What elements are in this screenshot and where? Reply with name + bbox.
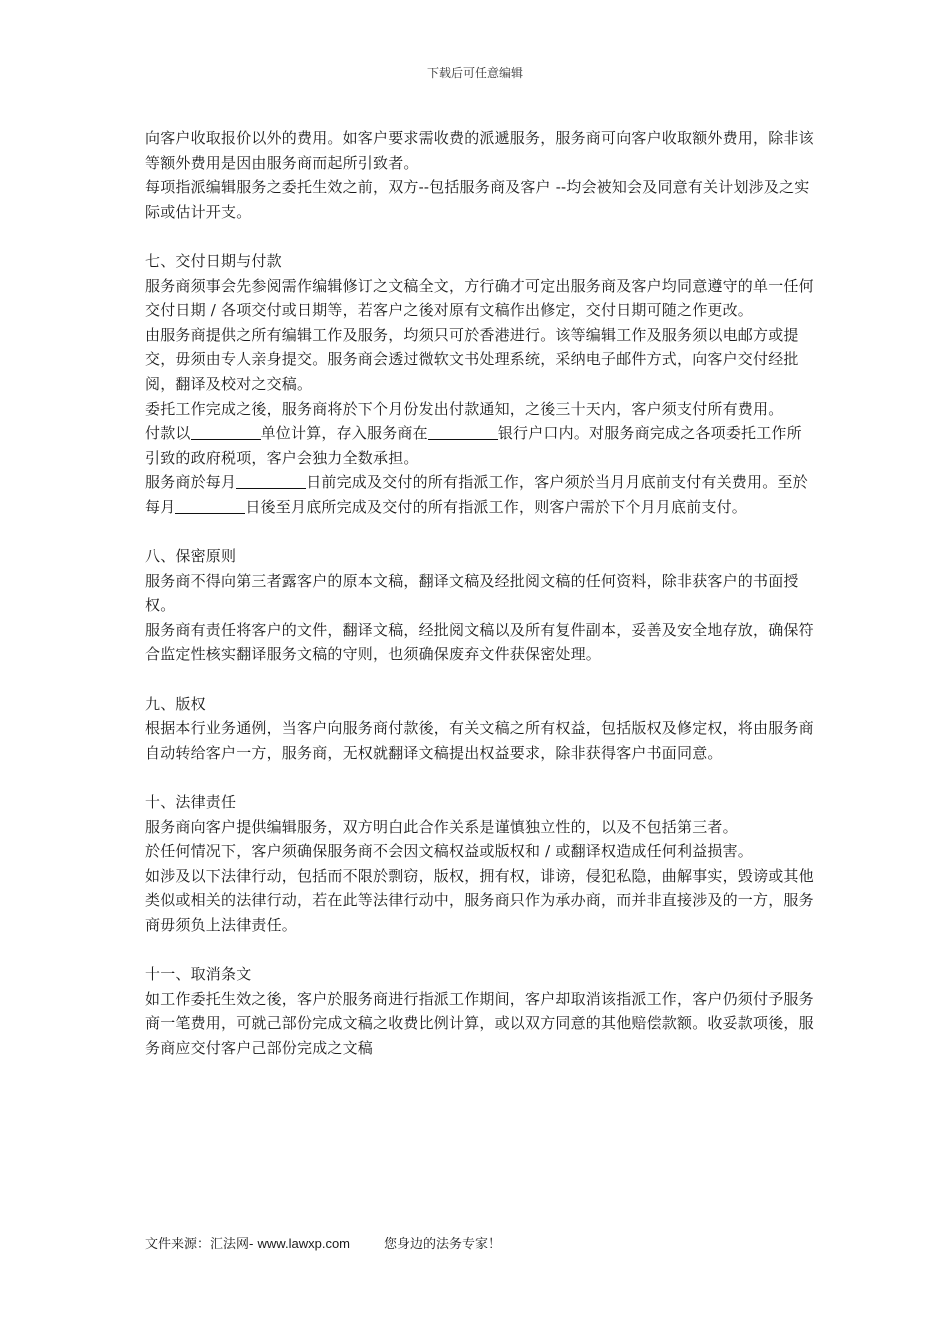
section-8-heading: 八、保密原则 bbox=[145, 547, 237, 566]
intro-paragraph-1: 向客户收取报价以外的费用。如客户要求需收费的派遞服务，服务商可向客户收取额外费用，除非该等额外费用是因由服务商而起所引致者。 bbox=[145, 129, 814, 172]
bank-blank[interactable] bbox=[428, 424, 498, 440]
section-8-paragraph-2: 服务商有责任将客户的文件，翻译文稿，经批阅文稿以及所有复件副本，妥善及安全地存放，确保符合监定性核实翻译服务文稿的守则，也须确保废弃文件获保密处理。 bbox=[145, 620, 814, 664]
section-8-paragraph-1: 服务商不得向第三者露客户的原本文稿，翻译文稿及经批阅文稿的任何资料，除非获客户的书面授权。 bbox=[145, 571, 799, 615]
section-7-paragraph-4 bbox=[145, 421, 815, 470]
intro-paragraph-2: 每项指派编辑服务之委托生效之前，双方--包括服务商及客户 --均会被知会及同意有关计划涉及之实际或估计开支。 bbox=[145, 178, 810, 221]
footer-source-label: 文件来源：汇法网- bbox=[145, 1237, 258, 1252]
payment-text-b: 单位计算，存入服务商在 bbox=[260, 424, 428, 443]
currency-blank[interactable] bbox=[191, 424, 261, 440]
deadline-text-a: 服务商於每月 bbox=[145, 473, 237, 492]
section-7-paragraph-3: 委托工作完成之後，服务商将於下个月份发出付款通知，之後三十天内，客户须支付所有费用。 bbox=[145, 399, 784, 418]
section-10-heading: 十、法律责任 bbox=[145, 793, 237, 812]
section-7-paragraph-5 bbox=[145, 470, 815, 519]
section-9-heading: 九、版权 bbox=[145, 694, 206, 713]
section-7-heading: 七、交付日期与付款 bbox=[145, 251, 282, 270]
section-7-paragraph-1: 服务商须事会先参阅需作编辑修订之文稿全文，方行确才可定出服务商及客户均同意遵守的单一任何交付日期 / 各项交付或日期等，若客户之後对原有文稿作出修定，交付日期可随之作更改。 bbox=[145, 276, 814, 320]
deadline-text-b: 日前完成及交付的所有指派工作，客户须於当月月底前支付有关费用。至於每月 bbox=[145, 473, 808, 516]
section-11-heading: 十一、取消条文 bbox=[145, 965, 252, 984]
page-header: 下载后可任意编辑 bbox=[426, 66, 523, 80]
section-10-paragraph-1: 服务商向客户提供编辑服务，双方明白此合作关系是谨慎独立性的，以及不包括第三者。 bbox=[145, 817, 738, 836]
section-9-paragraph-1: 根据本行业务通例，当客户向服务商付款後，有关文稿之所有权益，包括版权及修定权，将由服务商自动转给客户一方，服务商，无权就翻译文稿提出权益要求，除非获得客户书面同意。 bbox=[145, 719, 814, 762]
footer-link[interactable]: www.lawxp.com bbox=[257, 1236, 350, 1251]
day-blank-2[interactable] bbox=[175, 498, 245, 514]
day-blank-1[interactable] bbox=[236, 473, 306, 489]
document-body bbox=[145, 126, 815, 1061]
payment-text-a: 付款以 bbox=[145, 424, 191, 443]
footer-slogan: 您身边的法务专家！ bbox=[384, 1237, 502, 1252]
section-10-paragraph-2: 於任何情况下，客户须确保服务商不会因文稿权益或版权和 / 或翻译权造成任何利益损害。 bbox=[145, 842, 753, 861]
section-11-paragraph-1: 如工作委托生效之後，客户於服务商进行指派工作期间，客户却取消该指派工作，客户仍须付予服务商一笔费用，可就己部份完成文稿之收费比例计算，或以双方同意的其他赔偿款额。收妥款项後，服务商应交付客户己部份完成之文稿 bbox=[145, 989, 814, 1057]
page-footer bbox=[145, 1233, 501, 1252]
deadline-text-c: 日後至月底所完成及交付的所有指派工作，则客户需於下个月月底前支付。 bbox=[245, 497, 748, 516]
section-10-paragraph-3: 如涉及以下法律行动，包括而不限於剽窃，版权，拥有权，诽谤，侵犯私隐，曲解事实，毁谤或其他类似或相关的法律行动，若在此等法律行动中，服务商只作为承办商，而并非直接涉及的一方，服务商毋须负上法律责任。 bbox=[145, 866, 814, 934]
section-7-paragraph-2: 由服务商提供之所有编辑工作及服务，均须只可於香港进行。该等编辑工作及服务须以电邮方或提交，毋须由专人亲身提交。服务商会透过微软文书处理系统，采纳电子邮件方式，向客户交付经批阅，翻译及校对之交稿。 bbox=[145, 325, 799, 393]
payment-text-c: 银行户口内。对服务商完成之各项委托工作所引致的政府税项，客户会独力全数承担。 bbox=[145, 424, 802, 467]
